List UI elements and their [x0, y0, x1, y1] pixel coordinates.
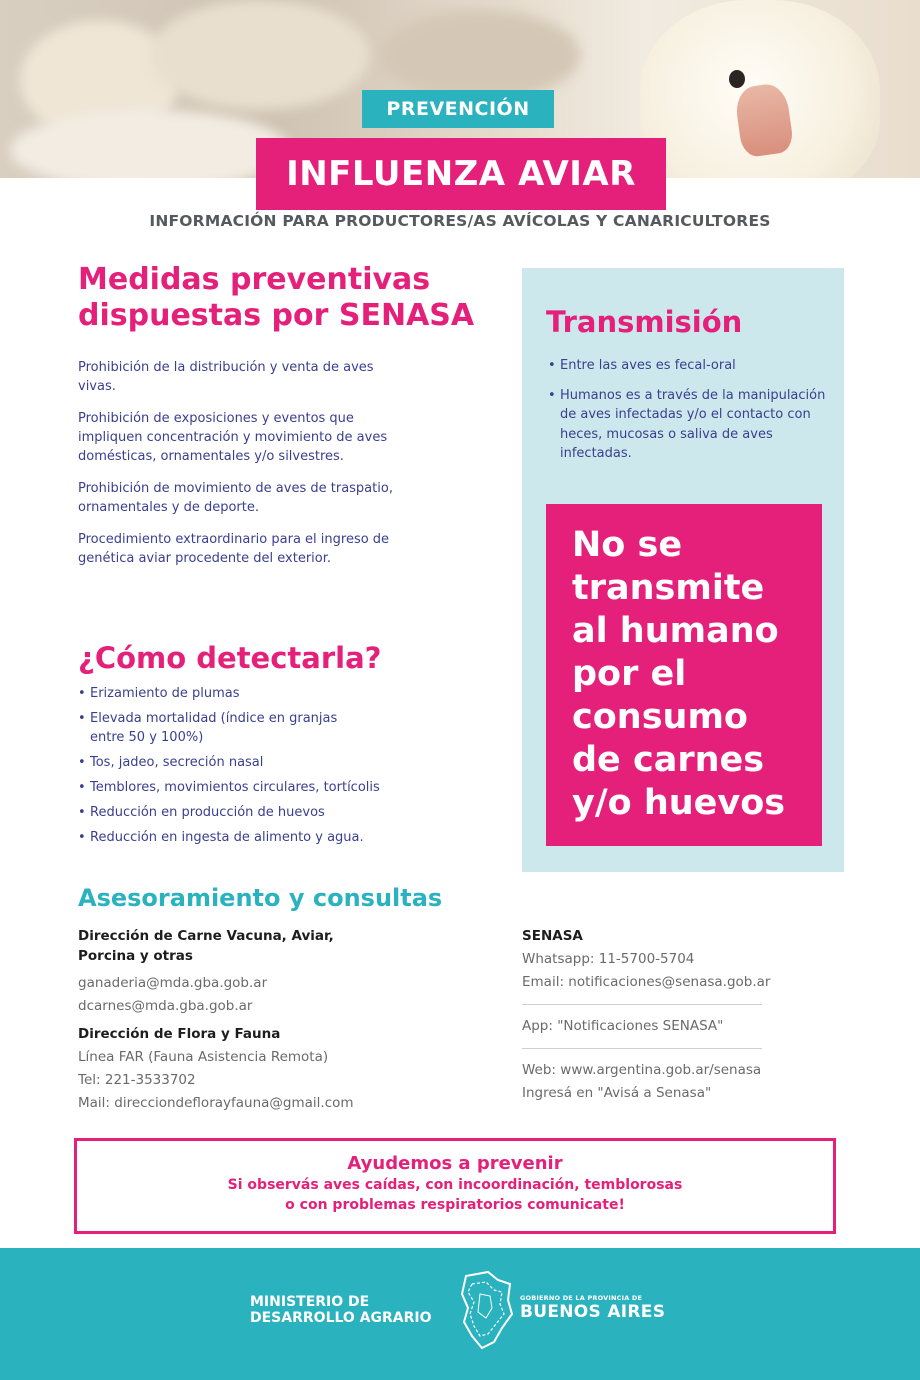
medida-item: Prohibición de exposiciones y eventos que impliquen concentración y movimiento de aves domésticas, ornamentales y/o silvestres.	[78, 411, 388, 464]
email-ganaderia[interactable]: ganaderia@mda.gba.gob.ar	[78, 975, 268, 991]
alert-title: Ayudemos a prevenir	[347, 1153, 563, 1174]
medidas-title-line1: Medidas preventivas	[78, 262, 431, 297]
list-item: • Reducción en producción de huevos	[78, 803, 498, 822]
mail-flora[interactable]: Mail: direcciondeflorayfauna@gmail.com	[78, 1095, 354, 1111]
list-item: • Elevada mortalidad (índice en granjas entre 50 y 100%)	[78, 709, 368, 747]
list-item: • Reducción en ingesta de alimento y agua.	[78, 828, 498, 847]
senasa-label: SENASA	[522, 928, 583, 944]
buenos-aires-map-icon	[458, 1270, 514, 1350]
direccion-carne-line1: Dirección de Carne Vacuna, Aviar,	[78, 928, 334, 944]
email-dcarnes[interactable]: dcarnes@mda.gba.gob.ar	[78, 998, 253, 1014]
transmision-title: Transmisión	[546, 305, 743, 339]
gob-big: BUENOS AIRES	[520, 1302, 666, 1322]
highlight-line: y/o huevos	[572, 783, 786, 823]
list-item: • Humanos es a través de la manipulación de aves infectadas y/o el contacto con heces, mucosas o saliva de aves infectadas.	[548, 386, 828, 464]
tel-flora: Tel: 221-3533702	[78, 1072, 196, 1088]
chick-eye	[729, 70, 745, 88]
prevencion-badge: PREVENCIÓN	[362, 90, 554, 128]
ministerio-line2: DESARROLLO AGRARIO	[250, 1310, 432, 1326]
highlight-line: al humano	[572, 611, 779, 651]
alert-box	[74, 1138, 836, 1234]
medidas-title	[78, 262, 518, 334]
highlight-line: por el	[572, 654, 687, 694]
list-item: • Tos, jadeo, secreción nasal	[78, 753, 498, 772]
highlight-line: de carnes	[572, 740, 765, 780]
transmision-list	[548, 356, 828, 474]
contact-left	[78, 926, 478, 1115]
medidas-list	[78, 358, 398, 581]
detectar-list	[78, 684, 498, 853]
main-title: INFLUENZA AVIAR	[256, 138, 666, 210]
alert-line1: Si observás aves caídas, con incoordinación, temblorosas	[227, 1177, 683, 1193]
ministerio-logo-text	[250, 1294, 432, 1326]
medida-item: Procedimiento extraordinario para el ingreso de genética aviar procedente del exterior.	[78, 532, 390, 566]
senasa-whatsapp: Whatsapp: 11-5700-5704	[522, 951, 695, 967]
highlight-line: transmite	[572, 568, 765, 608]
direccion-carne-line2: Porcina y otras	[78, 948, 193, 964]
medida-item: Prohibición de la distribución y venta de aves vivas.	[78, 360, 374, 394]
gobierno-logo-text	[520, 1294, 665, 1322]
gob-small: GOBIERNO DE LA PROVINCIA DE	[520, 1294, 643, 1302]
linea-far: Línea FAR (Fauna Asistencia Remota)	[78, 1049, 329, 1065]
medida-item: Prohibición de movimiento de aves de traspatio, ornamentales y de deporte.	[78, 481, 393, 515]
divider	[522, 1048, 762, 1049]
divider	[522, 1004, 762, 1005]
list-item: • Erizamiento de plumas	[78, 684, 498, 703]
medidas-title-line2: dispuestas por SENASA	[78, 298, 475, 333]
highlight-text	[572, 524, 816, 825]
highlight-line: No se	[572, 525, 683, 565]
direccion-flora: Dirección de Flora y Fauna	[78, 1026, 281, 1042]
senasa-ingresa: Ingresá en "Avisá a Senasa"	[522, 1085, 712, 1101]
list-item: • Entre las aves es fecal-oral	[548, 356, 828, 376]
senasa-web[interactable]: Web: www.argentina.gob.ar/senasa	[522, 1062, 762, 1078]
senasa-email[interactable]: Email: notificaciones@senasa.gob.ar	[522, 974, 771, 990]
contact-title: Asesoramiento y consultas	[78, 884, 443, 912]
contact-right	[522, 926, 842, 1105]
alert-line2: o con problemas respiratorios comunicate!	[285, 1197, 625, 1213]
subtitle: INFORMACIÓN PARA PRODUCTORES/AS AVÍCOLAS Y CANARICULTORES	[149, 212, 771, 230]
ministerio-line1: MINISTERIO DE	[250, 1294, 370, 1310]
senasa-app: App: "Notificaciones SENASA"	[522, 1018, 724, 1034]
list-item: • Temblores, movimientos circulares, tortícolis	[78, 778, 498, 797]
detectar-title: ¿Cómo detectarla?	[78, 641, 382, 675]
highlight-line: consumo	[572, 697, 748, 737]
